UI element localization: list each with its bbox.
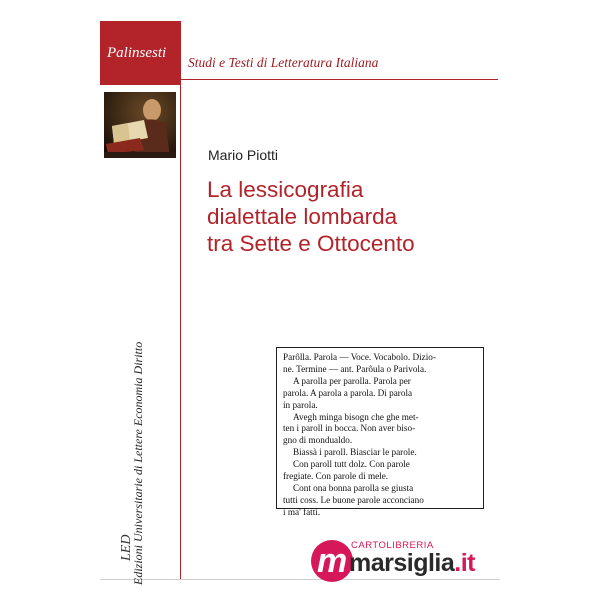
dictionary-line: ne. Termine — ant. Parôula o Parivola. bbox=[283, 363, 427, 374]
publisher-logo: LED bbox=[119, 534, 134, 561]
dictionary-line: Biassà i paroll. Biasciar le parole. bbox=[293, 447, 417, 458]
dictionary-line: i ma' fatti. bbox=[283, 506, 321, 517]
watermark-name-text: marsiglia bbox=[349, 549, 455, 577]
dictionary-line: Cont ona bonna parolla se giusta bbox=[293, 482, 414, 493]
series-subtitle: Studi e Testi di Letteratura Italiana bbox=[188, 55, 379, 70]
watermark-logo bbox=[311, 540, 501, 590]
top-rule bbox=[180, 79, 498, 80]
dictionary-line: gno di mondualdo. bbox=[283, 435, 353, 446]
dictionary-line: Con paroll tutt dolz. Con parole bbox=[293, 459, 410, 470]
cover-painting bbox=[104, 92, 176, 158]
title-line: dialettale lombarda bbox=[207, 204, 398, 229]
book-title bbox=[207, 176, 487, 257]
dictionary-line: Avegh minga bisogn che ghe met- bbox=[293, 411, 419, 422]
publisher-spine-text: Edizioni Universitarie di Lettere Economia Diritto bbox=[131, 341, 145, 585]
dictionary-line: Parôlla. Parola — Voce. Vocabolo. Dizio- bbox=[283, 352, 436, 362]
dictionary-line: A parolla per parolla. Parola per bbox=[293, 375, 411, 386]
title-line: La lessicografia bbox=[207, 177, 364, 202]
watermark-name bbox=[349, 549, 475, 578]
dictionary-line: tutti coss. Le buone parole acconciano bbox=[283, 494, 424, 505]
series-name: Palinsesti bbox=[107, 45, 167, 61]
watermark-small-text: CARTOLIBRERIA bbox=[351, 540, 434, 551]
dictionary-excerpt bbox=[276, 347, 484, 517]
title-line: tra Sette e Ottocento bbox=[207, 231, 415, 256]
watermark-mark: m bbox=[317, 542, 348, 580]
dictionary-line: in parola. bbox=[283, 399, 318, 410]
vertical-rule bbox=[180, 21, 181, 580]
dictionary-line: fregiate. Con parole di mele. bbox=[283, 471, 389, 482]
watermark-tld: .it bbox=[454, 549, 475, 577]
dictionary-line: parola. A parola a parola. Di parola bbox=[283, 387, 413, 398]
author-name: Mario Piotti bbox=[208, 147, 279, 163]
dictionary-line: ten i paroll in bocca. Non aver biso- bbox=[283, 423, 416, 434]
